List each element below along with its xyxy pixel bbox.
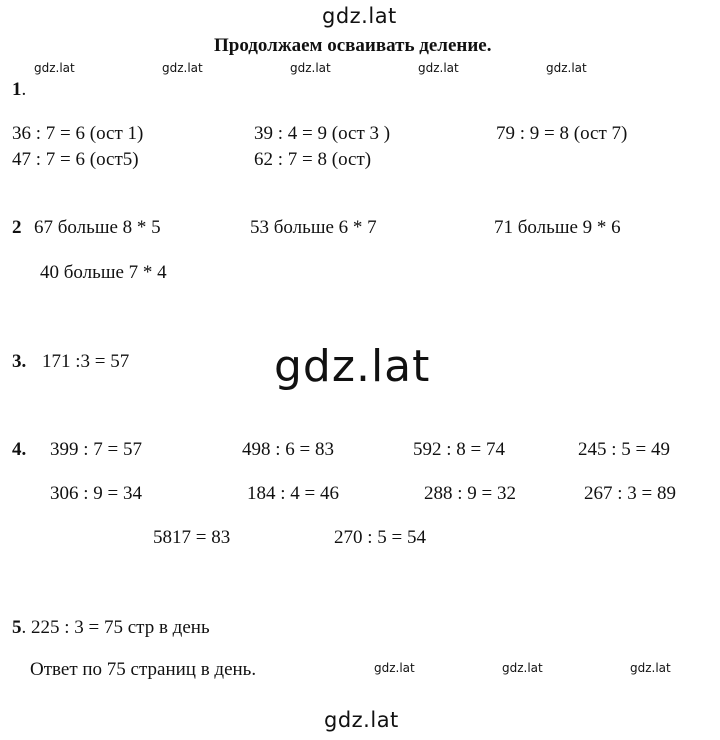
task4-item: 288 : 9 = 32: [424, 483, 516, 504]
task3-number: 3.: [12, 351, 27, 372]
task4-item: 399 : 7 = 57: [50, 439, 142, 460]
task1-line: 47 : 7 = 6 (ост5): [12, 149, 139, 170]
task2-item: 40 больше 7 * 4: [40, 262, 167, 283]
page-title: Продолжаем осваивать деление.: [214, 35, 492, 56]
watermark-large: gdz.lat: [274, 341, 431, 392]
task1-line: 39 : 4 = 9 (ост 3 ): [254, 123, 391, 144]
watermark-bottom: gdz.lat: [324, 708, 399, 732]
watermark-small: gdz.lat: [546, 61, 587, 75]
watermark-small: gdz.lat: [502, 661, 543, 675]
task5-dot: .: [21, 617, 27, 638]
watermark-small: gdz.lat: [374, 661, 415, 675]
task4-item: 592 : 8 = 74: [413, 439, 505, 460]
task2-number: 2: [12, 217, 22, 238]
task5-answer: Ответ по 75 страниц в день.: [30, 659, 257, 680]
task1-number: 1: [12, 79, 22, 100]
task4-number: 4.: [12, 439, 27, 460]
task5-text: 225 : 3 = 75 стр в день: [26, 617, 210, 638]
task4-item: 267 : 3 = 89: [584, 483, 676, 504]
task2-item: 67 больше 8 * 5: [34, 217, 161, 238]
task4-item: 245 : 5 = 49: [578, 439, 670, 460]
task1-line: 36 : 7 = 6 (ост 1): [12, 123, 144, 144]
task1-heading: [12, 80, 26, 99]
watermark-small: gdz.lat: [162, 61, 203, 75]
task4-item: 498 : 6 = 83: [242, 439, 334, 460]
task1-dot: .: [21, 79, 27, 100]
task1-line: 62 : 7 = 8 (ост): [254, 149, 372, 170]
task4-item: 184 : 4 = 46: [247, 483, 339, 504]
task5-line: [12, 618, 210, 637]
watermark-small: gdz.lat: [34, 61, 75, 75]
task1-line: 79 : 9 = 8 (ост 7): [496, 123, 628, 144]
task5-number: 5: [12, 617, 22, 638]
task4-item: 306 : 9 = 34: [50, 483, 142, 504]
watermark-small: gdz.lat: [290, 61, 331, 75]
task4-item: 5817 = 83: [153, 527, 231, 548]
watermark-small: gdz.lat: [418, 61, 459, 75]
watermark-top: gdz.lat: [322, 4, 397, 28]
task3-text: 171 :3 = 57: [42, 351, 130, 372]
watermark-small: gdz.lat: [630, 661, 671, 675]
task4-item: 270 : 5 = 54: [334, 527, 426, 548]
task2-item: 71 больше 9 * 6: [494, 217, 621, 238]
task2-item: 53 больше 6 * 7: [250, 217, 377, 238]
